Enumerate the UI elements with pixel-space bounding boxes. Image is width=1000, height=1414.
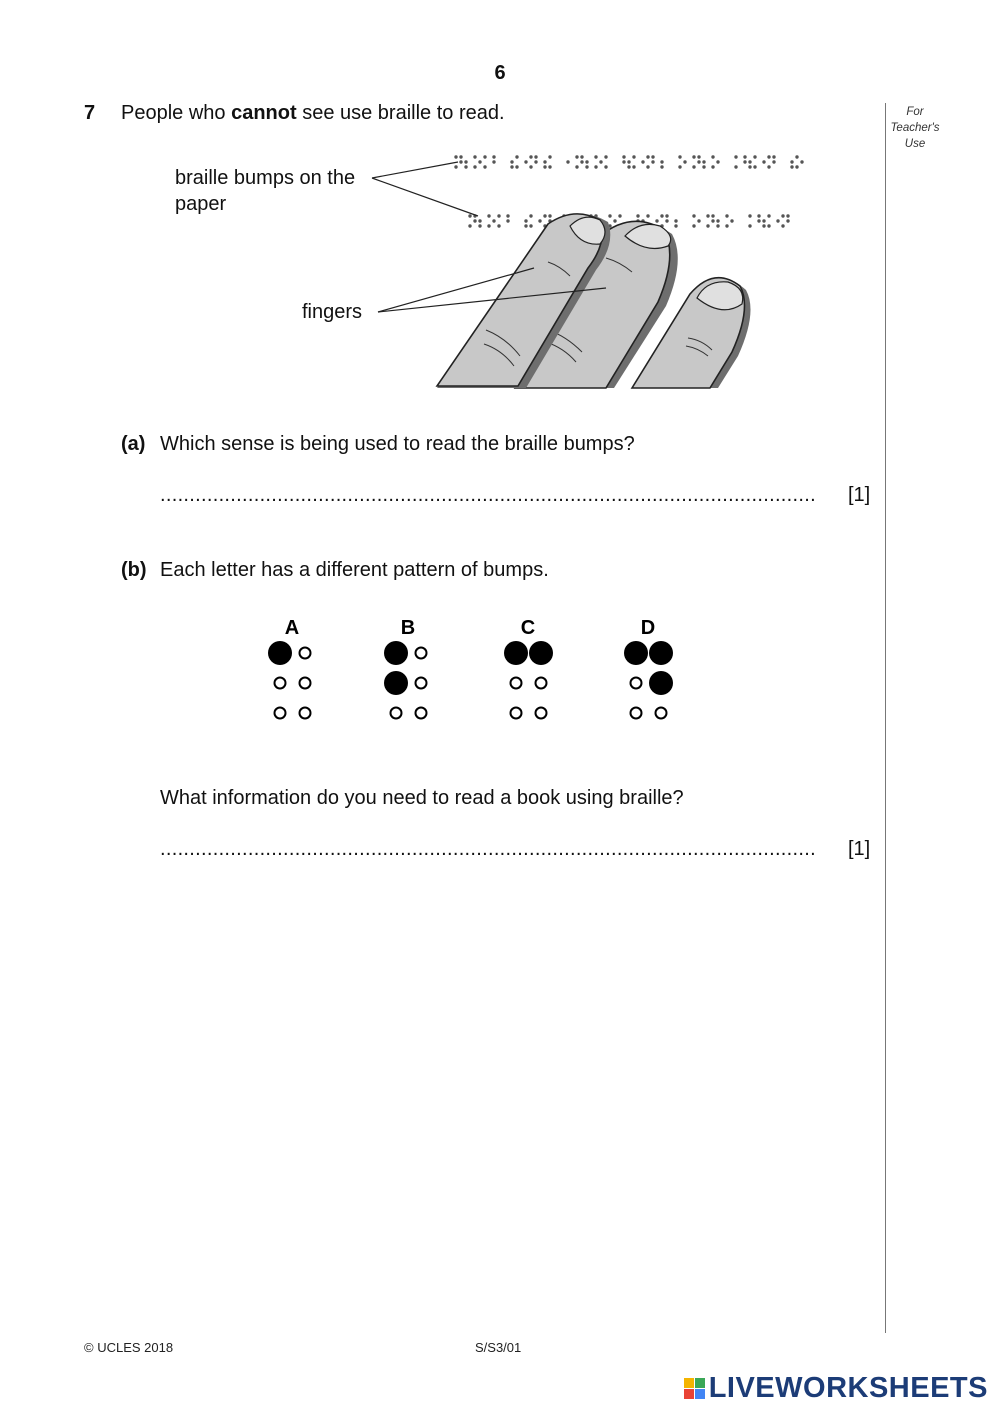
- flat-dot: [275, 708, 286, 719]
- braille-bump: [492, 219, 495, 222]
- braille-bump: [585, 165, 588, 168]
- question-number: 7: [84, 102, 96, 124]
- footer-code: S/S3/01: [475, 1340, 522, 1355]
- braille-bump: [548, 165, 551, 168]
- braille-bump: [762, 224, 765, 227]
- braille-bump: [748, 224, 751, 227]
- braille-bump: [473, 165, 476, 168]
- flat-dot: [631, 678, 642, 689]
- braille-bump: [734, 165, 737, 168]
- braille-figure: [0, 0, 1000, 420]
- braille-bump: [692, 224, 695, 227]
- braille-bump: [534, 155, 537, 158]
- braille-bump: [487, 224, 490, 227]
- braille-bump: [711, 165, 714, 168]
- braille-bump: [646, 165, 649, 168]
- braille-bump: [636, 214, 639, 217]
- braille-bump: [697, 219, 700, 222]
- part-a-answer-line[interactable]: ................................................................................................................: [160, 484, 816, 506]
- braille-cell-b: [384, 617, 427, 719]
- braille-bump: [548, 214, 551, 217]
- braille-bump: [655, 219, 658, 222]
- braille-bump: [772, 160, 775, 163]
- teacher-use-line: For: [906, 106, 924, 118]
- braille-bump: [711, 219, 714, 222]
- braille-bump: [757, 214, 760, 217]
- braille-bump: [674, 224, 677, 227]
- page-number: 6: [494, 62, 506, 84]
- braille-bump: [660, 165, 663, 168]
- flat-dot: [416, 678, 427, 689]
- braille-bump: [711, 214, 714, 217]
- flat-dot: [300, 708, 311, 719]
- braille-bump: [665, 214, 668, 217]
- braille-bump: [767, 165, 770, 168]
- braille-letter-label: C: [520, 617, 536, 639]
- braille-bump: [478, 219, 481, 222]
- braille-bump: [534, 160, 537, 163]
- braille-bump: [674, 219, 677, 222]
- braille-bump: [683, 160, 686, 163]
- bumps-label-line: paper: [175, 193, 227, 215]
- braille-bumps-row-1: [454, 155, 803, 168]
- braille-bump: [613, 219, 616, 222]
- braille-bump: [622, 160, 625, 163]
- braille-bump: [762, 219, 765, 222]
- part-a-marks: [1]: [848, 484, 871, 506]
- stem-text-1: People who: [121, 102, 232, 124]
- braille-bump: [618, 214, 621, 217]
- braille-bump: [632, 165, 635, 168]
- braille-cell-a: [268, 617, 311, 719]
- braille-bump: [660, 160, 663, 163]
- bumps-label-line: braille bumps on the: [175, 167, 356, 189]
- braille-bump: [575, 155, 578, 158]
- braille-bump: [748, 214, 751, 217]
- braille-bump: [651, 155, 654, 158]
- braille-bump: [473, 219, 476, 222]
- braille-bump: [478, 224, 481, 227]
- braille-bump: [762, 160, 765, 163]
- braille-bump: [725, 214, 728, 217]
- brand-icon-tile: [684, 1389, 694, 1399]
- braille-bump: [748, 165, 751, 168]
- braille-bump: [604, 165, 607, 168]
- braille-bump: [529, 214, 532, 217]
- part-b-text: Each letter has a different pattern of bumps.: [160, 559, 549, 581]
- braille-letter-label: B: [400, 617, 416, 639]
- braille-bump: [524, 219, 527, 222]
- braille-bump: [515, 155, 518, 158]
- braille-bump: [506, 214, 509, 217]
- brand-icon-tile: [695, 1389, 705, 1399]
- braille-bump: [725, 224, 728, 227]
- flat-dot: [391, 708, 402, 719]
- braille-bump: [748, 160, 751, 163]
- braille-bump: [772, 155, 775, 158]
- braille-bump: [478, 160, 481, 163]
- braille-bump: [665, 219, 668, 222]
- braille-bump: [506, 219, 509, 222]
- raised-dot: [384, 641, 408, 665]
- footer-copyright: © UCLES 2018: [84, 1340, 174, 1355]
- braille-bump: [716, 219, 719, 222]
- braille-bump: [781, 214, 784, 217]
- braille-bump: [608, 214, 611, 217]
- braille-bump: [660, 214, 663, 217]
- braille-bump: [743, 160, 746, 163]
- braille-bump: [702, 160, 705, 163]
- braille-bump: [585, 160, 588, 163]
- teacher-use-line: Teacher's: [890, 122, 940, 134]
- braille-bump: [529, 155, 532, 158]
- bumps-leader-line: [372, 178, 478, 216]
- braille-cell-d: [624, 617, 673, 719]
- raised-dot: [504, 641, 528, 665]
- braille-bump: [497, 214, 500, 217]
- braille-bump: [790, 160, 793, 163]
- flat-dot: [416, 708, 427, 719]
- part-a-text: Which sense is being used to read the braille bumps?: [160, 433, 635, 455]
- flat-dot: [656, 708, 667, 719]
- braille-bump: [580, 155, 583, 158]
- braille-bump: [510, 160, 513, 163]
- braille-bump: [604, 155, 607, 158]
- braille-letter-label: D: [640, 617, 656, 639]
- braille-bump: [767, 155, 770, 158]
- flat-dot: [416, 648, 427, 659]
- braille-bump: [464, 160, 467, 163]
- braille-bump: [510, 165, 513, 168]
- flat-dot: [511, 708, 522, 719]
- part-a-label: (a): [121, 433, 146, 455]
- braille-bump: [678, 165, 681, 168]
- braille-bump: [454, 155, 457, 158]
- flat-dot: [631, 708, 642, 719]
- brand-icon-tile: [695, 1378, 705, 1388]
- braille-cell-c: [504, 617, 553, 719]
- braille-bump: [786, 219, 789, 222]
- braille-bump: [697, 155, 700, 158]
- braille-bump: [730, 219, 733, 222]
- brand-icon: [684, 1378, 705, 1399]
- fingers-label: fingers: [302, 301, 363, 323]
- braille-bump: [468, 224, 471, 227]
- braille-bump: [790, 165, 793, 168]
- braille-bump: [767, 214, 770, 217]
- braille-bump: [515, 165, 518, 168]
- braille-bump: [473, 155, 476, 158]
- stem-text-2: see use braille to read.: [296, 102, 505, 124]
- braille-bump: [795, 155, 798, 158]
- braille-bump: [538, 219, 541, 222]
- braille-bump: [641, 160, 644, 163]
- braille-bump: [781, 224, 784, 227]
- braille-bump: [464, 165, 467, 168]
- braille-bump: [543, 165, 546, 168]
- brand-name: LIVEWORKSHEETS: [708, 1372, 988, 1404]
- raised-dot: [649, 671, 673, 695]
- braille-bump: [651, 160, 654, 163]
- braille-bump: [743, 155, 746, 158]
- braille-bump: [566, 160, 569, 163]
- braille-bump: [492, 155, 495, 158]
- braille-bump: [632, 155, 635, 158]
- braille-bump: [524, 224, 527, 227]
- braille-bump: [753, 155, 756, 158]
- braille-bump: [767, 224, 770, 227]
- braille-bump: [627, 160, 630, 163]
- braille-bump: [627, 165, 630, 168]
- braille-bump: [646, 155, 649, 158]
- part-b-label: (b): [121, 559, 147, 581]
- braille-bump: [454, 165, 457, 168]
- braille-bump: [575, 165, 578, 168]
- braille-bump: [757, 219, 760, 222]
- raised-dot: [624, 641, 648, 665]
- raised-dot: [649, 641, 673, 665]
- part-b-answer-line[interactable]: ................................................................................................................: [160, 838, 816, 860]
- braille-bump: [776, 219, 779, 222]
- braille-bump: [786, 214, 789, 217]
- raised-dot: [384, 671, 408, 695]
- teacher-use-line: Use: [904, 138, 926, 150]
- braille-bump: [483, 155, 486, 158]
- brand-logo: [684, 1372, 988, 1405]
- braille-bump: [580, 160, 583, 163]
- braille-bump: [492, 160, 495, 163]
- braille-bump: [800, 160, 803, 163]
- raised-dot: [529, 641, 553, 665]
- braille-bump: [692, 165, 695, 168]
- braille-bump: [706, 224, 709, 227]
- braille-bump: [753, 165, 756, 168]
- flat-dot: [536, 678, 547, 689]
- flat-dot: [300, 648, 311, 659]
- part-b-question: What information do you need to read a book using braille?: [160, 787, 684, 809]
- flat-dot: [536, 708, 547, 719]
- flat-dot: [511, 678, 522, 689]
- braille-bump: [702, 165, 705, 168]
- braille-bump: [529, 165, 532, 168]
- braille-bump: [529, 224, 532, 227]
- braille-letter-label: A: [284, 617, 300, 639]
- flat-dot: [300, 678, 311, 689]
- braille-bump: [692, 155, 695, 158]
- braille-bump: [734, 155, 737, 158]
- bumps-leader-line: [372, 162, 458, 178]
- braille-bump: [599, 160, 602, 163]
- braille-bump: [795, 165, 798, 168]
- braille-bump: [716, 224, 719, 227]
- braille-bump: [678, 155, 681, 158]
- braille-bump: [468, 214, 471, 217]
- braille-bump: [524, 160, 527, 163]
- braille-bump: [483, 165, 486, 168]
- braille-bump: [692, 214, 695, 217]
- braille-bump: [706, 214, 709, 217]
- braille-bump: [622, 155, 625, 158]
- braille-bump: [548, 155, 551, 158]
- braille-bump: [459, 155, 462, 158]
- braille-bump: [543, 160, 546, 163]
- braille-bump: [487, 214, 490, 217]
- part-b-marks: [1]: [848, 838, 871, 860]
- brand-icon-tile: [684, 1378, 694, 1388]
- braille-bump: [543, 214, 546, 217]
- braille-bump: [594, 165, 597, 168]
- braille-letters: [240, 612, 720, 732]
- braille-bump: [497, 224, 500, 227]
- braille-bump: [646, 214, 649, 217]
- braille-bump: [711, 155, 714, 158]
- braille-bump: [697, 160, 700, 163]
- flat-dot: [275, 678, 286, 689]
- braille-bump: [716, 160, 719, 163]
- braille-bump: [594, 155, 597, 158]
- raised-dot: [268, 641, 292, 665]
- stem-bold-word: cannot: [231, 102, 297, 124]
- braille-bump: [459, 160, 462, 163]
